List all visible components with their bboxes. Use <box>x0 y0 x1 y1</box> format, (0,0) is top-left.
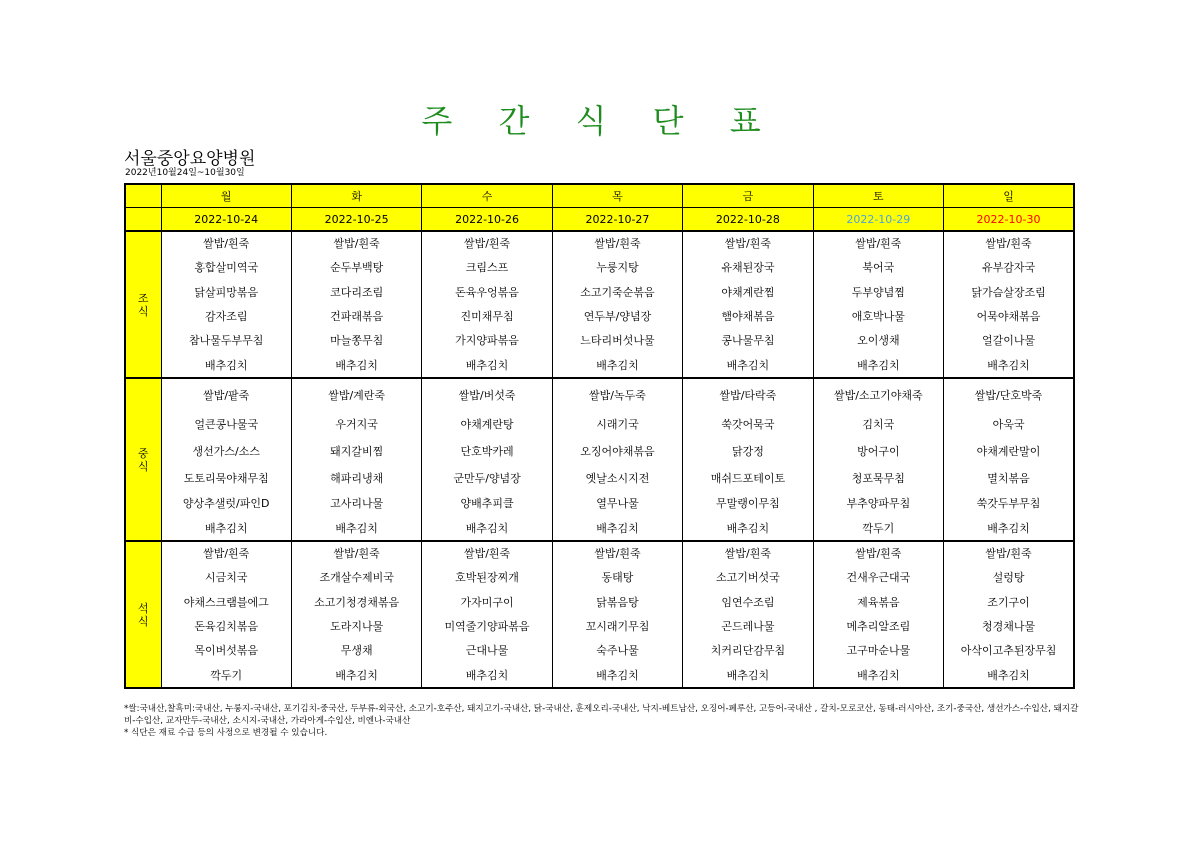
menu-item: 동태탕 <box>552 564 682 590</box>
menu-item: 쌀밥/녹두죽 <box>552 378 682 411</box>
meal-row <box>125 328 1074 352</box>
menu-item: 배추김치 <box>683 515 813 541</box>
meal-row <box>125 638 1074 662</box>
menu-item: 배추김치 <box>422 352 552 378</box>
meal-row <box>125 352 1074 378</box>
weekday-fri: 금 <box>683 184 813 208</box>
menu-item: 쌀밥/팥죽 <box>161 378 291 411</box>
menu-item: 생선가스/소스 <box>161 437 291 464</box>
menu-item: 쌀밥/흰죽 <box>552 541 682 564</box>
menu-item: 얼큰콩나물국 <box>161 411 291 437</box>
menu-item: 고사리나물 <box>291 491 421 515</box>
menu-item: 야채계란탕 <box>422 411 552 437</box>
menu-item: 쌀밥/흰죽 <box>291 541 421 564</box>
menu-item: 쌀밥/단호박죽 <box>944 378 1074 411</box>
menu-item: 우거지국 <box>291 411 421 437</box>
menu-item: 콩나물무침 <box>683 328 813 352</box>
date-mon: 2022-10-24 <box>161 208 291 232</box>
footnote <box>124 703 1084 739</box>
menu-item: 깍두기 <box>161 662 291 688</box>
menu-item: 크림스프 <box>422 254 552 280</box>
menu-item: 아삭이고추된장무침 <box>944 638 1074 662</box>
menu-item: 제육볶음 <box>813 590 943 614</box>
menu-item: 쌀밥/흰죽 <box>422 541 552 564</box>
meal-row <box>125 590 1074 614</box>
menu-item: 쑥갓두부무침 <box>944 491 1074 515</box>
date-fri: 2022-10-28 <box>683 208 813 232</box>
menu-item: 코다리조림 <box>291 280 421 304</box>
meal-row <box>125 280 1074 304</box>
menu-item: 쌀밥/버섯죽 <box>422 378 552 411</box>
menu-item: 호박된장찌개 <box>422 564 552 590</box>
menu-item: 유부감자국 <box>944 254 1074 280</box>
menu-item: 오이생채 <box>813 328 943 352</box>
menu-item: 조기구이 <box>944 590 1074 614</box>
menu-item: 쌀밥/흰죽 <box>552 231 682 254</box>
weekday-mon: 월 <box>161 184 291 208</box>
menu-item: 건새우근대국 <box>813 564 943 590</box>
menu-item: 시금치국 <box>161 564 291 590</box>
menu-item: 얼갈이나물 <box>944 328 1074 352</box>
menu-item: 꼬시래기무침 <box>552 614 682 638</box>
menu-item: 배추김치 <box>161 352 291 378</box>
menu-item: 배추김치 <box>291 662 421 688</box>
menu-item: 배추김치 <box>552 515 682 541</box>
meal-label-dinner: 석 식 <box>125 541 161 688</box>
menu-item: 양상추샐럿/파인D <box>161 491 291 515</box>
change-notice: * 식단은 재료 수급 등의 사정으로 변경될 수 있습니다. <box>124 728 328 738</box>
menu-item: 홍합살미역국 <box>161 254 291 280</box>
meal-row <box>125 464 1074 491</box>
menu-item: 청포묵무침 <box>813 464 943 491</box>
menu-item: 닭가슴살장조림 <box>944 280 1074 304</box>
meal-row <box>125 254 1074 280</box>
menu-item: 멸치볶음 <box>944 464 1074 491</box>
menu-item: 배추김치 <box>813 352 943 378</box>
menu-item: 가지양파볶음 <box>422 328 552 352</box>
menu-item: 배추김치 <box>944 662 1074 688</box>
menu-item: 마늘쫑무침 <box>291 328 421 352</box>
menu-item: 근대나물 <box>422 638 552 662</box>
menu-item: 김치국 <box>813 411 943 437</box>
menu-item: 돈육우엉볶음 <box>422 280 552 304</box>
menu-item: 소고기청경채볶음 <box>291 590 421 614</box>
menu-item: 가자미구이 <box>422 590 552 614</box>
menu-item: 쌀밥/흰죽 <box>944 231 1074 254</box>
menu-item: 매쉬드포테이토 <box>683 464 813 491</box>
menu-item: 쌀밥/흰죽 <box>161 541 291 564</box>
menu-item: 메추리알조림 <box>813 614 943 638</box>
menu-item: 군만두/양념장 <box>422 464 552 491</box>
menu-item: 닭살피망볶음 <box>161 280 291 304</box>
menu-item: 옛날소시지전 <box>552 464 682 491</box>
menu-item: 감자조림 <box>161 304 291 328</box>
menu-item: 배추김치 <box>552 662 682 688</box>
menu-item: 무생채 <box>291 638 421 662</box>
meal-row <box>125 662 1074 688</box>
menu-item: 소고기죽순볶음 <box>552 280 682 304</box>
menu-item: 방어구이 <box>813 437 943 464</box>
menu-item: 미역줄기양파볶음 <box>422 614 552 638</box>
menu-item: 도토리묵야채무침 <box>161 464 291 491</box>
menu-item: 참나물두부무침 <box>161 328 291 352</box>
date-thu: 2022-10-27 <box>552 208 682 232</box>
weekday-thu: 목 <box>552 184 682 208</box>
menu-item: 목이버섯볶음 <box>161 638 291 662</box>
menu-item: 쌀밥/흰죽 <box>813 231 943 254</box>
meal-row <box>125 541 1074 564</box>
date-header-row <box>125 208 1074 232</box>
menu-item: 설렁탕 <box>944 564 1074 590</box>
menu-item: 쌀밥/흰죽 <box>813 541 943 564</box>
weekday-tue: 화 <box>291 184 421 208</box>
menu-period: 2022년10월24일~10월30일 <box>125 168 245 178</box>
meal-label-lunch: 중 식 <box>125 378 161 541</box>
menu-item: 닭강정 <box>683 437 813 464</box>
menu-item: 해파리냉채 <box>291 464 421 491</box>
date-wed: 2022-10-26 <box>422 208 552 232</box>
meal-row <box>125 515 1074 541</box>
menu-item: 쌀밥/흰죽 <box>422 231 552 254</box>
date-sat: 2022-10-29 <box>813 208 943 232</box>
menu-item: 어묵야채볶음 <box>944 304 1074 328</box>
meal-row <box>125 491 1074 515</box>
menu-item: 배추김치 <box>552 352 682 378</box>
date-sun: 2022-10-30 <box>944 208 1074 232</box>
weekday-header-row <box>125 184 1074 208</box>
menu-item: 연두부/양념장 <box>552 304 682 328</box>
menu-item: 깍두기 <box>813 515 943 541</box>
menu-item: 배추김치 <box>422 515 552 541</box>
origin-note: *쌀:국내산,찰흑미:국내산, 누룽지-국내산, 포기김치-중국산, 두부류-외국산, 소고기-호주산, 돼지고기-국내산, 닭-국내산, 훈제오리-국내산, 낙지-베트남산, 오징어-페루산, 고등어-국내산 , 갈치-모로코산, 동태-러시아산, 조기-중국산, 생선가스-수입산, 돼지갈비-수입산, 교자만두-국내산, 소시지-국내산, 가라아게-수입산, 비엔나-국내산 <box>124 704 1079 726</box>
menu-item: 건파래볶음 <box>291 304 421 328</box>
menu-item: 무말랭이무침 <box>683 491 813 515</box>
date-tue: 2022-10-25 <box>291 208 421 232</box>
meal-row <box>125 614 1074 638</box>
menu-item: 치커리단감무침 <box>683 638 813 662</box>
menu-item: 야채스크램블에그 <box>161 590 291 614</box>
hospital-name: 서울중앙요양병원 <box>124 149 256 169</box>
menu-item: 쌀밥/흰죽 <box>944 541 1074 564</box>
menu-item: 숙주나물 <box>552 638 682 662</box>
menu-item: 유채된장국 <box>683 254 813 280</box>
meal-row <box>125 564 1074 590</box>
weekday-sat: 토 <box>813 184 943 208</box>
menu-item: 햄야채볶음 <box>683 304 813 328</box>
menu-item: 닭볶음탕 <box>552 590 682 614</box>
weekly-menu-table <box>124 183 1075 689</box>
menu-item: 부추양파무침 <box>813 491 943 515</box>
meal-row <box>125 304 1074 328</box>
menu-item: 쑥갓어묵국 <box>683 411 813 437</box>
meal-row <box>125 231 1074 254</box>
menu-item: 쌀밥/흰죽 <box>291 231 421 254</box>
menu-item: 배추김치 <box>161 515 291 541</box>
menu-item: 진미채무침 <box>422 304 552 328</box>
weekday-wed: 수 <box>422 184 552 208</box>
menu-item: 북어국 <box>813 254 943 280</box>
menu-item: 쌀밥/흰죽 <box>161 231 291 254</box>
menu-item: 소고기버섯국 <box>683 564 813 590</box>
menu-item: 쌀밥/흰죽 <box>683 231 813 254</box>
menu-item: 순두부백탕 <box>291 254 421 280</box>
menu-item: 단호박카레 <box>422 437 552 464</box>
menu-item: 배추김치 <box>944 352 1074 378</box>
meal-label-breakfast: 조 식 <box>125 231 161 378</box>
menu-item: 열무나물 <box>552 491 682 515</box>
menu-item: 돈육김치볶음 <box>161 614 291 638</box>
meal-row <box>125 437 1074 464</box>
menu-item: 야채계란찜 <box>683 280 813 304</box>
meal-row <box>125 378 1074 411</box>
menu-item: 배추김치 <box>944 515 1074 541</box>
corner-cell <box>125 208 161 232</box>
menu-item: 배추김치 <box>291 352 421 378</box>
menu-item: 쌀밥/소고기야채죽 <box>813 378 943 411</box>
menu-item: 두부양념찜 <box>813 280 943 304</box>
menu-item: 임연수조림 <box>683 590 813 614</box>
menu-item: 배추김치 <box>422 662 552 688</box>
menu-item: 도라지나물 <box>291 614 421 638</box>
menu-item: 곤드레나물 <box>683 614 813 638</box>
menu-item: 양배추피클 <box>422 491 552 515</box>
menu-item: 누룽지탕 <box>552 254 682 280</box>
menu-item: 배추김치 <box>683 662 813 688</box>
menu-item: 느타리버섯나물 <box>552 328 682 352</box>
menu-item: 조개살수제비국 <box>291 564 421 590</box>
corner-cell <box>125 184 161 208</box>
menu-item: 쌀밥/계란죽 <box>291 378 421 411</box>
menu-item: 아욱국 <box>944 411 1074 437</box>
menu-item: 배추김치 <box>291 515 421 541</box>
menu-item: 배추김치 <box>813 662 943 688</box>
menu-item: 시래기국 <box>552 411 682 437</box>
menu-item: 오징어야채볶음 <box>552 437 682 464</box>
menu-item: 배추김치 <box>683 352 813 378</box>
menu-item: 야채계란말이 <box>944 437 1074 464</box>
menu-item: 쌀밥/흰죽 <box>683 541 813 564</box>
menu-item: 애호박나물 <box>813 304 943 328</box>
menu-item: 청경채나물 <box>944 614 1074 638</box>
menu-item: 돼지갈비찜 <box>291 437 421 464</box>
weekday-sun: 일 <box>944 184 1074 208</box>
menu-item: 고구마순나물 <box>813 638 943 662</box>
page-title: 주 간 식 단 표 <box>421 102 779 140</box>
meal-row <box>125 411 1074 437</box>
menu-item: 쌀밥/타락죽 <box>683 378 813 411</box>
